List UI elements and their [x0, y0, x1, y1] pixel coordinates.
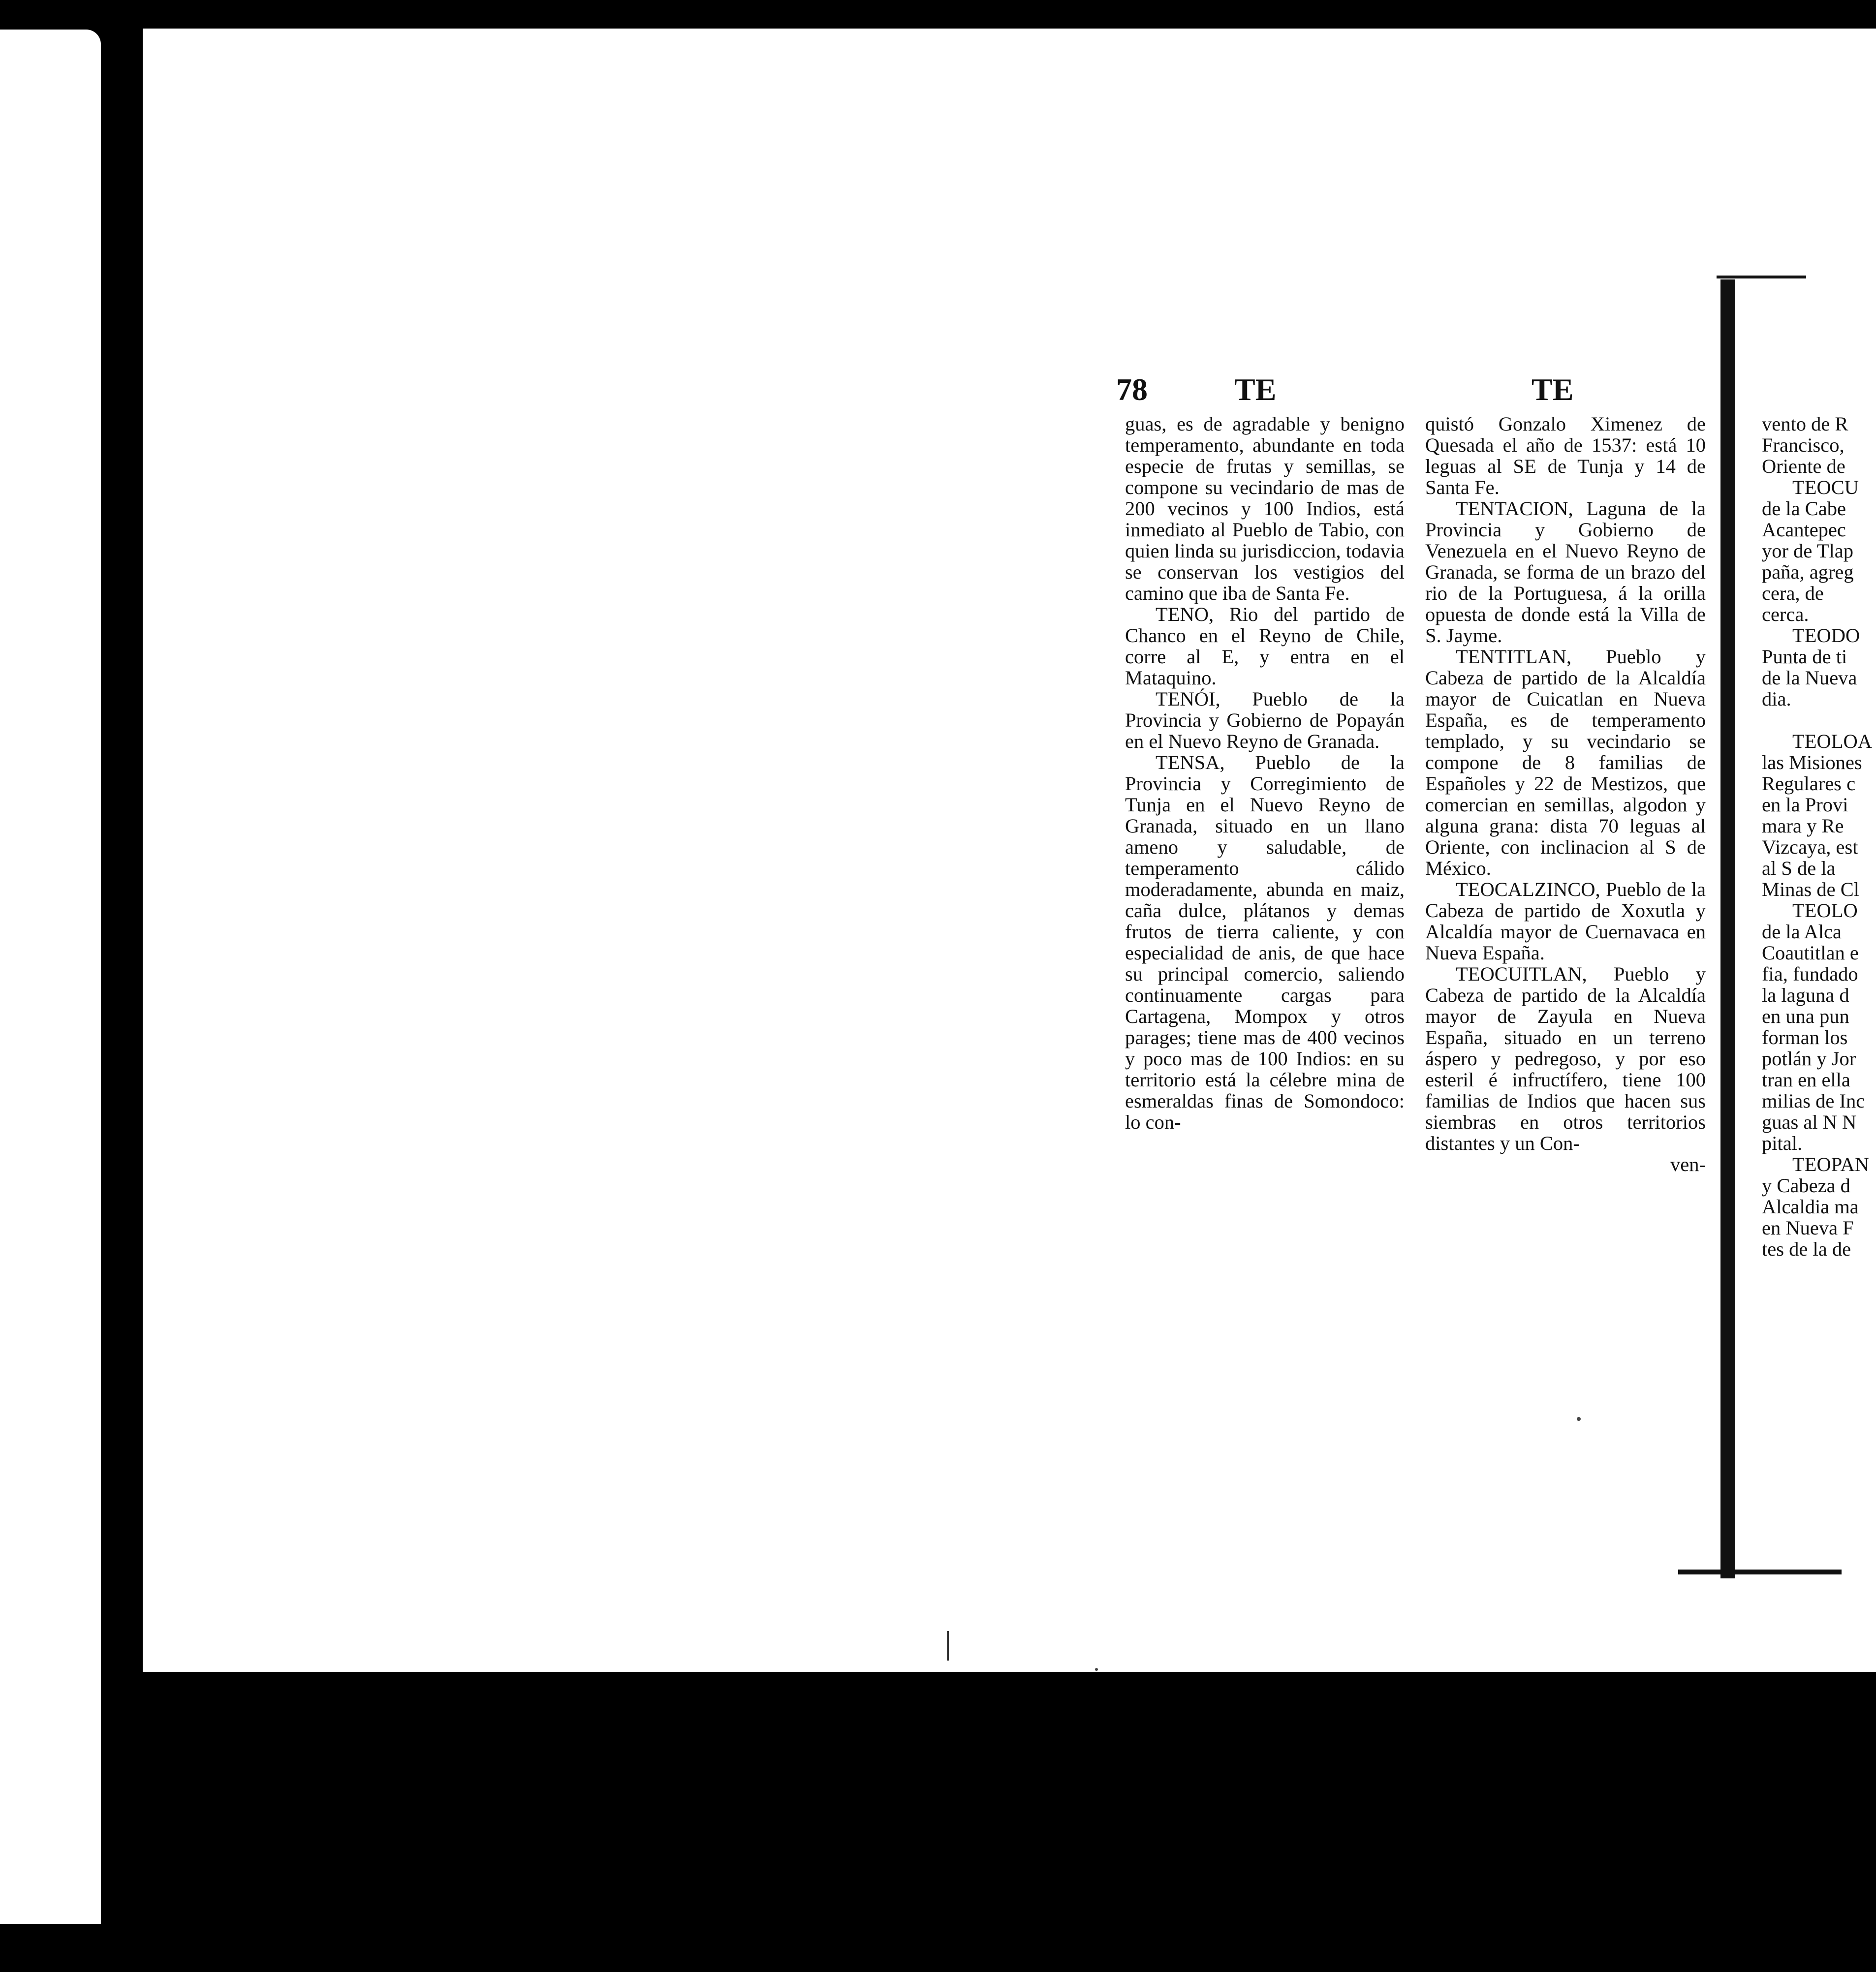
- text-column-middle: [1425, 413, 1706, 1175]
- truncated-line: cerca.: [1762, 603, 1809, 625]
- page-number: 78: [1116, 372, 1148, 407]
- entry-paragraph: TEOCALZINCO, Pueblo de la Cabeza de partido de Xoxutla y Alcaldía mayor de Cuernavaca en Nueva España.: [1425, 878, 1706, 964]
- truncated-line: TEOLO: [1792, 899, 1858, 922]
- truncated-line: Francisco,: [1762, 434, 1845, 456]
- truncated-line: Acantepec: [1762, 519, 1846, 541]
- truncated-line: forman los: [1762, 1026, 1848, 1048]
- truncated-line: vento de R: [1762, 413, 1848, 435]
- truncated-line: pital.: [1762, 1132, 1803, 1154]
- entry-paragraph: TENSA, Pueblo de la Provincia y Corregimiento de Tunja en el Nuevo Reyno de Granada, situado en un llano ameno y saludable, de temperamento cálido moderadamente, abunda en maiz, caña dulce, plátanos y demas frutos de tierra caliente, y con especialidad de anis, de que hace su principal comercio, saliendo continuamente cargas para Cartagena, Mompox y otros parages; tiene mas de 400 vecinos y poco mas de 100 Indios: en su territorio está la célebre mina de esmeraldas finas de Somondoco: lo con-: [1125, 751, 1405, 1133]
- scan-speck: [1095, 1668, 1098, 1671]
- truncated-line: en Nueva F: [1762, 1217, 1854, 1239]
- truncated-line: al S de la: [1762, 857, 1836, 879]
- truncated-line: cera, de: [1762, 582, 1824, 604]
- truncated-line: y Cabeza d: [1762, 1174, 1850, 1197]
- truncated-line: fia, fundado: [1762, 963, 1858, 985]
- truncated-line: Punta de ti: [1762, 646, 1847, 668]
- truncated-line: TEODO: [1792, 624, 1860, 647]
- truncated-line: potlán y Jor: [1762, 1048, 1856, 1070]
- truncated-line: Alcaldia ma: [1762, 1196, 1859, 1218]
- truncated-line: de la Alca: [1762, 921, 1842, 943]
- column-rule-vertical: [1720, 279, 1735, 1578]
- truncated-line: Oriente de: [1762, 455, 1845, 477]
- truncated-line: tes de la de: [1762, 1238, 1851, 1260]
- text-column-left: [1125, 413, 1405, 1133]
- entry-paragraph: TENÓI, Pueblo de la Provincia y Gobierno de Popayán en el Nuevo Reyno de Granada.: [1125, 688, 1405, 752]
- truncated-line: mara y Re: [1762, 815, 1844, 837]
- truncated-line: de la Cabe: [1762, 497, 1846, 520]
- truncated-line: Regulares c: [1762, 772, 1856, 795]
- truncated-line: de la Nueva: [1762, 667, 1857, 689]
- text-column-right-partial: [1762, 413, 1876, 1260]
- truncated-line: en una pun: [1762, 1005, 1849, 1027]
- truncated-line: tran en ella: [1762, 1069, 1850, 1091]
- column-rule-bottom: [1678, 1570, 1842, 1574]
- entry-paragraph: TENTACION, Laguna de la Provincia y Gobierno de Venezuela en el Nuevo Reyno de Granada, se forma de un brazo del rio de la Portuguesa, á la orilla opuesta de donde está la Villa de S. Jayme.: [1425, 497, 1706, 647]
- truncated-line: la laguna d: [1762, 984, 1849, 1006]
- entry-paragraph: ven-: [1670, 1153, 1706, 1175]
- scan-mark: [947, 1631, 949, 1661]
- truncated-line: en la Provi: [1762, 794, 1848, 816]
- truncated-line: TEOCU: [1792, 476, 1859, 498]
- truncated-line: TEOLOA: [1792, 730, 1872, 752]
- scan-speck: [1577, 1417, 1581, 1421]
- truncated-line: TEOPAN: [1792, 1153, 1870, 1175]
- column-rule-top: [1717, 276, 1806, 278]
- truncated-line: paña, agreg: [1762, 561, 1854, 583]
- entry-paragraph: guas, es de agradable y benigno temperamento, abundante en toda especie de frutas y semillas, se compone su vecindario de mas de 200 vecinos y 100 Indios, está inmediato al Pueblo de Tabio, con quien linda su jurisdiccion, todavia se conservan los vestigios del camino que iba de Santa Fe.: [1125, 413, 1405, 604]
- truncated-line: [1762, 709, 1876, 731]
- truncated-line: guas al N N: [1762, 1111, 1857, 1133]
- truncated-line: Vizcaya, est: [1762, 836, 1858, 858]
- running-head-right: TE: [1532, 372, 1574, 407]
- running-head-left: TE: [1234, 372, 1277, 407]
- truncated-line: las Misiones: [1762, 751, 1862, 773]
- previous-page-edge: [0, 30, 101, 1924]
- entry-paragraph: TEOCUITLAN, Pueblo y Cabeza de partido de la Alcaldía mayor de Zayula en Nueva España, situado en un terreno áspero y pedregoso, y por eso esteril é infructífero, tiene 100 familias de Indios que hacen sus siembras en otros territorios distantes y un Con-: [1425, 963, 1706, 1154]
- truncated-line: yor de Tlap: [1762, 540, 1853, 562]
- entry-paragraph: quistó Gonzalo Ximenez de Quesada el año de 1537: está 10 leguas al SE de Tunja y 14 de Santa Fe.: [1425, 413, 1706, 498]
- entry-paragraph: TENO, Rio del partido de Chanco en el Reyno de Chile, corre al E, y entra en el Mataquino.: [1125, 603, 1405, 689]
- truncated-line: Minas de Cl: [1762, 878, 1859, 900]
- truncated-line: dia.: [1762, 688, 1791, 710]
- truncated-line: milias de Inc: [1762, 1090, 1865, 1112]
- truncated-line: Coautitlan e: [1762, 942, 1859, 964]
- entry-paragraph: TENTITLAN, Pueblo y Cabeza de partido de la Alcaldía mayor de Cuicatlan en Nueva España, es de temperamento templado, y su vecindario se compone de 8 familias de Españoles y 22 de Mestizos, que comercian en semillas, algodon y alguna grana: dista 70 leguas al Oriente, con inclinacion al S de México.: [1425, 646, 1706, 879]
